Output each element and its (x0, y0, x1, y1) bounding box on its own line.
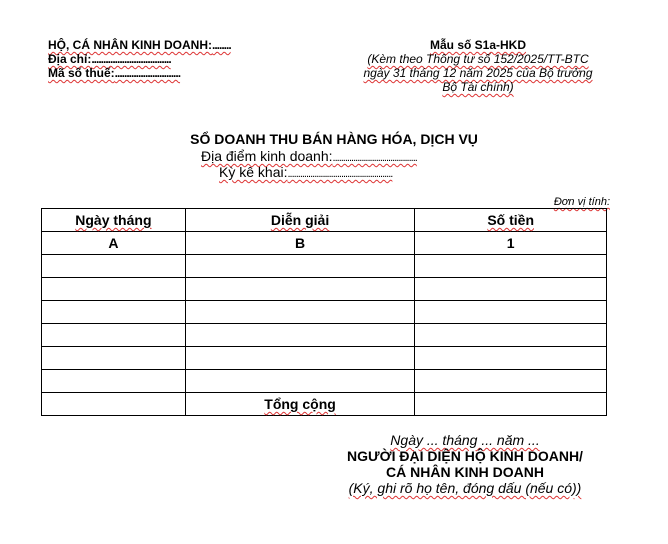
revenue-ledger-table (41, 208, 607, 416)
signature-date-line: Ngày ... tháng ... năm ... (390, 432, 540, 448)
table-cell (42, 301, 186, 324)
tax-code-line (48, 66, 231, 80)
table-cell (42, 347, 186, 370)
table-code-row (42, 232, 607, 255)
declaration-period-line (219, 164, 392, 180)
signature-role-line2: CÁ NHÂN KINH DOANH (386, 464, 544, 480)
table-cell (415, 301, 607, 324)
form-number: Mẫu số S1a-HKD (429, 38, 527, 52)
business-name-label: HỘ, CÁ NHÂN KINH DOANH: (48, 38, 212, 52)
table-cell (185, 301, 415, 324)
business-location-dots: ......................................... (332, 152, 417, 164)
column-header-description: Diễn giải (185, 209, 415, 232)
business-name-line (48, 38, 231, 52)
table-cell (42, 393, 186, 416)
column-header-date: Ngày tháng (42, 209, 186, 232)
table-cell (42, 278, 186, 301)
declaration-period-dots: ................................................... (287, 168, 393, 180)
table-row (42, 347, 607, 370)
tax-code-label: Mã số thuế: (48, 66, 115, 80)
form-reference-line2: ngày 31 tháng 12 năm 2025 của Bộ trưởng (363, 66, 593, 80)
table-cell (42, 324, 186, 347)
table-cell (185, 324, 415, 347)
total-label: Tổng cộng (185, 393, 415, 416)
table-row (42, 301, 607, 324)
column-code-a: A (42, 232, 186, 255)
signature-role-line1: NGƯỜI ĐẠI DIỆN HỘ KINH DOANH/ (347, 448, 583, 464)
table-cell (185, 278, 415, 301)
table-cell (415, 370, 607, 393)
form-reference-line1: (Kèm theo Thông tư số 152/2025/TT-BTC (367, 52, 589, 66)
table-cell (42, 370, 186, 393)
table-row (42, 324, 607, 347)
form-reference (340, 38, 616, 94)
address-dots: .................................. (91, 52, 171, 66)
table-cell (415, 278, 607, 301)
declaration-period-label: Kỳ kê khai: (219, 164, 288, 180)
table-cell (185, 255, 415, 278)
table-cell (415, 347, 607, 370)
signature-instruction: (Ký, ghi rõ họ tên, đóng dấu (nếu có)) (348, 480, 582, 496)
business-name-dots: ........ (212, 38, 231, 52)
page-title: SỔ DOANH THU BÁN HÀNG HÓA, DỊCH VỤ (190, 131, 478, 147)
column-code-1: 1 (415, 232, 607, 255)
table-cell (415, 255, 607, 278)
address-label: Địa chỉ: (48, 52, 92, 66)
table-cell (185, 347, 415, 370)
address-line (48, 52, 231, 66)
tax-code-dots: ............................ (114, 66, 181, 80)
form-reference-line3: Bộ Tài chính) (442, 80, 514, 94)
column-header-amount: Số tiền (415, 209, 607, 232)
business-location-label: Địa điểm kinh doanh: (201, 148, 333, 164)
total-amount-cell (415, 393, 607, 416)
table-row (42, 278, 607, 301)
table-cell (415, 324, 607, 347)
business-location-line (201, 148, 417, 164)
column-code-b: B (185, 232, 415, 255)
table-row (42, 370, 607, 393)
business-info (48, 38, 231, 80)
signature-block (330, 432, 600, 496)
table-row (42, 255, 607, 278)
table-cell (185, 370, 415, 393)
unit-label: Đơn vị tính: (553, 196, 610, 208)
table-total-row (42, 393, 607, 416)
table-cell (42, 255, 186, 278)
table-header-row (42, 209, 607, 232)
